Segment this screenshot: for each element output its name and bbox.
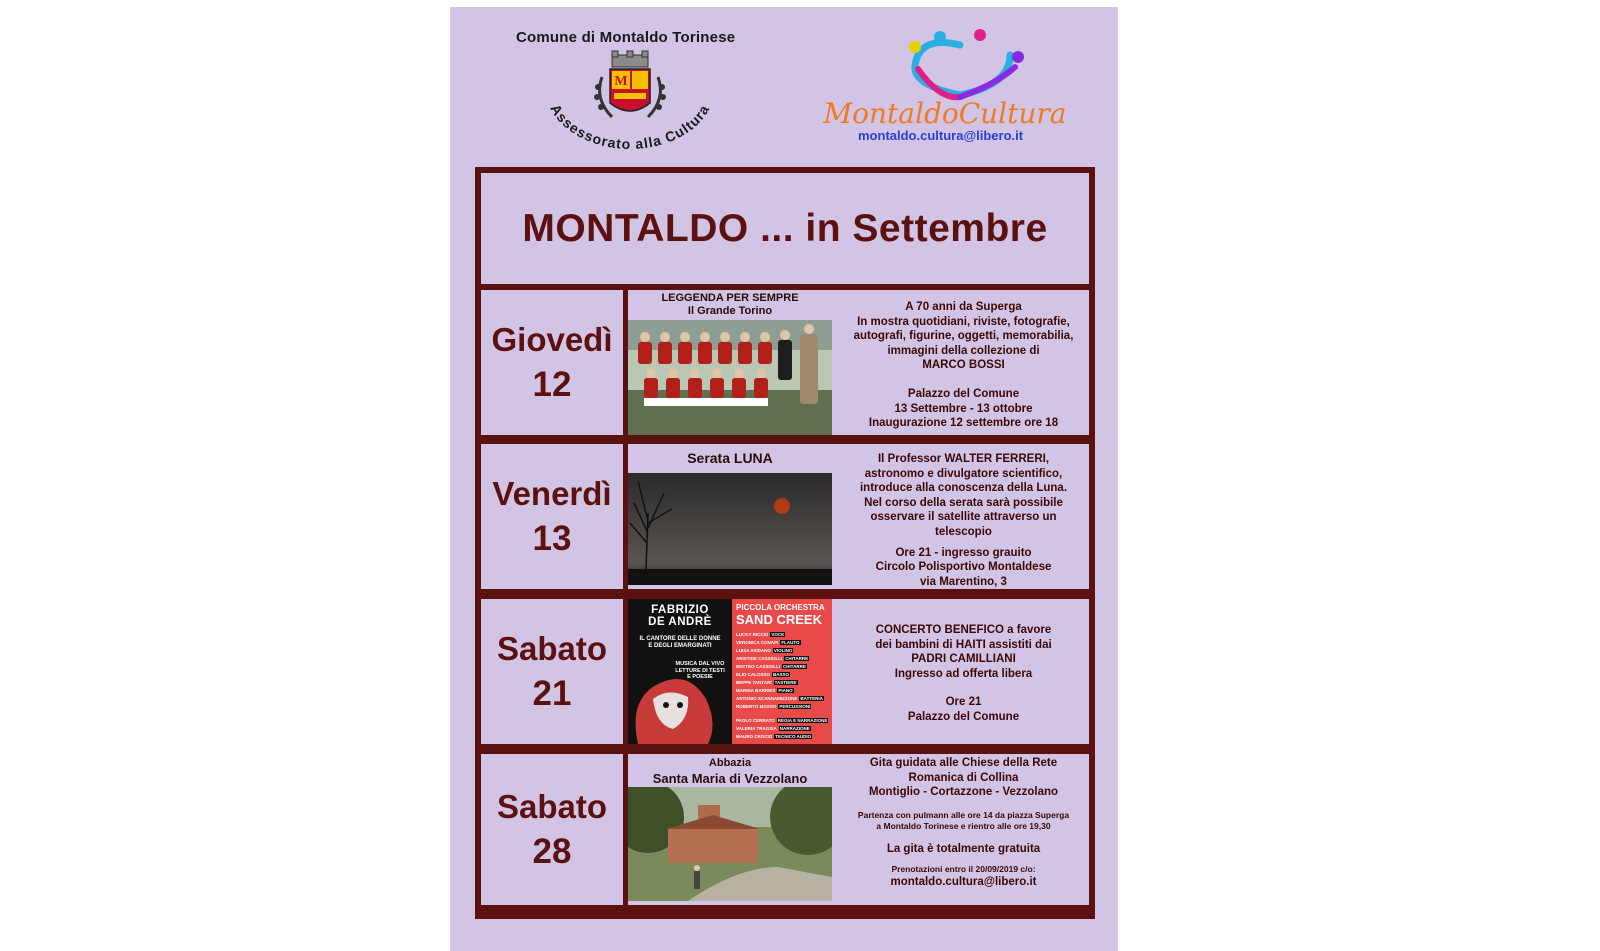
desc-line: Gita guidata alle Chiese della Rete [869, 757, 1058, 769]
event-day-name: Venerdì [492, 474, 612, 512]
orchestra-credit: VALERIA TRAGSIA NARRAZIONE [736, 726, 810, 731]
desc-line: CONCERTO BENEFICO a favore [875, 624, 1052, 636]
orchestra-member: MARINA BARRIES PIANO [736, 688, 793, 693]
desc-line: A 70 anni da Superga [905, 301, 1022, 313]
event-caption: Serata LUNA [687, 450, 773, 466]
event-row-13 [481, 444, 1089, 589]
event-date [481, 290, 623, 435]
orchestra-member: BEPPE TANTARI TASTIERE [736, 680, 797, 685]
event-day-name: Sabato [496, 629, 608, 667]
desc-line: telescopio [935, 525, 992, 538]
event-description [838, 300, 1089, 431]
poster-title: FABRIZIO DE ANDRÈ [648, 604, 712, 628]
desc-line: astronomo e divulgatore scientifico, [864, 467, 1063, 480]
orchestra-member: ROBERTO MOSSO PERCUSSIONI [736, 704, 811, 709]
desc-line: Montiglio - Cortazzone - Vezzolano [868, 786, 1059, 799]
desc-line: Ore 21 [945, 696, 982, 709]
desc-line: autografi, figurine, oggetti, memorabilia, [853, 330, 1074, 343]
event-row-28 [481, 754, 1089, 905]
desc-line: Ore 21 - ingresso grauito [895, 546, 1032, 559]
event-content [628, 444, 1089, 589]
desc-line: introduce alla conoscenza della Luna. [859, 482, 1068, 495]
desc-line: Nel corso della serata sarà possibile [864, 496, 1063, 509]
desc-line: 13 Settembre - 13 ottobre [894, 402, 1033, 415]
municipal-crest-icon [530, 47, 730, 167]
event-content [628, 754, 1089, 905]
poster-subtitle: IL CANTORE DELLE DONNE E DEGLI EMARGINATI [639, 636, 721, 649]
title-box [481, 173, 1089, 284]
event-row-21 [481, 599, 1089, 744]
event-subcaption: Il Grande Torino [687, 305, 773, 317]
event-description [838, 756, 1089, 890]
desc-line: In mostra quotidiani, riviste, fotografie, [857, 315, 1070, 328]
desc-line: La gita è totalmente gratuita [886, 842, 1041, 855]
event-day-number: 21 [532, 673, 572, 713]
event-day-number: 12 [532, 364, 572, 404]
svg-text:M: M [614, 74, 628, 89]
desc-line: via Marentino, 3 [920, 575, 1007, 588]
desc-line: immagini della collezione di [887, 344, 1040, 357]
desc-line: Prenotazioni entro il 20/09/2019 c/o: [891, 864, 1036, 875]
abbey-photo-icon [628, 787, 832, 901]
desc-line: PADRI CAMILLIANI [911, 653, 1016, 666]
orchestra-member: ELIO CALOSSO BASSO [736, 672, 790, 677]
concert-poster [628, 599, 832, 744]
event-caption: LEGGENDA PER SEMPRE [661, 292, 799, 304]
event-poster [450, 7, 1118, 951]
logo-email-link[interactable]: montaldo.cultura@libero.it [858, 128, 1024, 143]
orchestra-credit: PAOLO CERRATO REGIA E NARRAZIONE [736, 718, 828, 723]
desc-line: Partenza con pulmann alle ore 14 da piazza Superga [857, 809, 1070, 820]
event-email-link[interactable]: montaldo.cultura@libero.it [890, 876, 1037, 889]
program-frame [475, 167, 1095, 919]
orchestra-credits [736, 717, 832, 741]
desc-line: MARCO BOSSI [922, 359, 1005, 372]
desc-line: dei bambini di HAITI assistiti dai [875, 638, 1052, 651]
desc-line: Palazzo del Comune [907, 387, 1020, 400]
event-date [481, 599, 623, 744]
desc-line: Il Professor WALTER FERRERI, [877, 453, 1050, 465]
orchestra-member: ANTONIO SCANNAMIZZONE BATTERIA [736, 696, 823, 701]
desc-line: a Montaldo Torinese e rientro alle ore 19,30 [876, 820, 1051, 831]
montaldo-cultura-logo-icon [810, 25, 1080, 135]
desc-line: Ingresso ad offerta libera [894, 667, 1033, 680]
crest-caption: Assessorato alla Cultura [547, 101, 713, 153]
orchestra-member: ARISTIDE CASSIOLLI CHITARRE [736, 656, 809, 661]
desc-line: Palazzo del Comune [907, 710, 1020, 723]
municipality-name: Comune di Montaldo Torinese [516, 29, 736, 46]
team-photo-icon [628, 320, 832, 435]
orchestra-member: VERONICA CONAPI FLAUTO [736, 640, 800, 645]
orchestra-credit: MAURO CROCIO TECNICO AUDIO [736, 734, 812, 739]
orchestra-title: PICCOLA ORCHESTRA SAND CREEK [736, 603, 825, 627]
poster-subtitle-2: MUSICA DAL VIVO LETTURE DI TESTI E POESIE [675, 661, 725, 680]
event-day-name: Sabato [496, 787, 608, 825]
orchestra-member: LUISA AVIDANO VIOLINO [736, 648, 793, 653]
moon-photo-icon [628, 473, 832, 585]
event-day-number: 28 [532, 831, 572, 871]
desc-line: Romanica di Collina [908, 771, 1019, 784]
desc-line: Circolo Polisportivo Montaldese [875, 561, 1052, 574]
event-subcaption: Santa Maria di Vezzolano [652, 771, 808, 786]
desc-line: Inaugurazione 12 settembre ore 18 [868, 417, 1059, 430]
event-day-number: 13 [532, 518, 572, 558]
event-date [481, 754, 623, 905]
page-title: MONTALDO ... in Settembre [522, 206, 1048, 250]
orchestra-member: MATTEO CASSIOLLI CHITARRE [736, 664, 806, 669]
desc-line: osservare il satellite attraverso un [870, 511, 1057, 524]
orchestra-members [736, 631, 832, 711]
event-description [838, 452, 1089, 589]
event-day-name: Giovedì [491, 320, 613, 358]
event-content [628, 290, 1089, 435]
event-description [838, 623, 1089, 725]
event-date [481, 444, 623, 589]
event-caption: Abbazia [708, 757, 752, 769]
orchestra-member: LUCKY RICCIO VOCE [736, 632, 785, 637]
event-content [628, 599, 1089, 744]
event-row-12 [481, 290, 1089, 435]
logo-wordmark: MontaldoCultura [823, 97, 1067, 130]
